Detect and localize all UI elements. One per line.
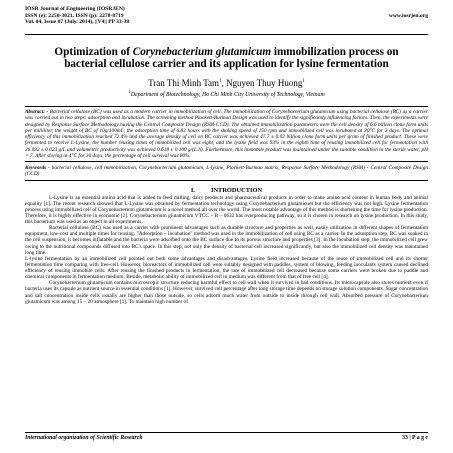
author-name: Nguyen Thuy Huong <box>226 78 303 89</box>
page-number: 33 | P a g e <box>402 435 428 441</box>
author-name: Tran Thi Minh Tam <box>148 78 220 89</box>
body-paragraph: L-lysine fermentation by an immobilized cell pointed out both some advantages and disadvantages. Lysine field increased because of the reuse of immobilized cell and its shorter fermentation time comparing with free-cell. However, bioreactors of immobilized cell were suitably designed with paddles, system of blowing, feeding inoculants system caused declined efficiency of reusing immobile cells. After reusing the finished products in fermentation, the rate of immobilized cell decreased because some carriers were broken due to paddle and chemical components in fermentation medium. Beside, metabolic ability of immobilized cell in medium was different from that of free cell [4]. <box>25 255 428 281</box>
affiliation <box>25 90 428 98</box>
abstract-block <box>25 106 428 162</box>
author-superscript: 1 <box>302 79 305 85</box>
title-part1: Optimization of <box>54 46 133 58</box>
keywords-text: - bacterial cellulose, cell immobilization, Corynebacterium glutamicum, L-lysine, Plackett-Burman matrix, Response Surface Methodology (RSM) - Central Composite Design (CCD) <box>25 165 428 178</box>
body-paragraph: Corynebacterium glutamicum contains microscopic structure reducing harmful effect to cell wall when it survived in bad conditions. Its microcapsule also stores nutrient even if bacteria uses its capsule as nutrient source in essential conditions [1]. However, survived cell percentage after long storage time depends on storage solution components. Sugar concentration and salt concentration inside cells usually are higher than those outside, so cells adsorb much water from outside to inside through cell wall. Absorbed pressure of Corynebacterium glutamicum was among 15 – 20 atmosphere [1]. To maintain high number of <box>25 280 428 305</box>
page-footer <box>25 432 428 441</box>
header-rule <box>25 34 428 35</box>
journal-info <box>25 6 129 26</box>
abstract-paragraph <box>25 109 428 159</box>
author-separator: , <box>221 78 227 89</box>
body-paragraph: Bacterial cellulose (BC) was used as a carrier with prominent advantages such as durable structure and properties as well, easily utilization in different shapes of fermentation equipment, low-cost and multiple times for reusing. "Adsorption – incubation" method was used in the immobilization of cell using BC as a carrier. In the adsorption step, BC was soaked in the cell suspension, it becomes inflatable and the bacteria were adsorbed onto the BC surface due to its porous structure and properties [3]. In the incubation step, the immobilized cell grew owing to the nutritional compounds diffused into BC's space. In this step, not only the density of bacterial cell increased significantly, but also the immobilized cell density was maintained long time. <box>25 225 428 256</box>
section-heading-introduction: I. INTRODUCTION <box>190 186 263 194</box>
keywords-block <box>25 162 428 181</box>
paper-title <box>37 47 416 70</box>
body-paragraph: L-Lysine is an essential amino acid that is added to feed milling, dairy products and pharmaceutical products in order to make amino acid content in human body and animal equality [1]. The recent research showed that L-Lysine was obtained by fermentation technology using Corynebacterium glutamicum but the efficiency was not high. Lysine fermentation process using immobilized cell of Corynebacterium glutamicum is a novel method all over the world. The most notable advantage of this method is shortening the time for lysine production. Therefore, it is highly effective in economic [2]. Corynebacterium glutamicum VTCC – B – 0632 has overproducing pathway, so it is chosen in research on lysine production. In this study, this bacterium was used as an object in all experiments. <box>25 194 428 226</box>
title-species: Corynebacterium glutamicum <box>132 46 272 58</box>
abstract-text: Bacterial cellulose (BC) was used as a modern carrier in immobilization of cell. The immobilization of Corynebacterium glutamicum using bacterial cellulose (BC) as a carrier was carried out in two steps: adsorption and incubation. The screening method Plackett-Burman Design was used to identify the significantly influencing factors. Then, the experiments were designed by Response Surface Methodology having the Central Composite Design (RSM-CCD). The obtained immobilization parameters were the cell density of 6.6 billion clone form units per milliliter, the weight of BC of 10g/100mL, the adsorption time of 6.82 hours with the shaking speed of 150 rpm and immobilized cell was incubated at 30°C for 3 days. The optimal efficiency of this immobilization reached 72.4% and the average density of cell on BC carrier was achieved 47.7 ± 0.02 billion clone form units per gram of finished product. These were fermented to receive L-Lysine, the number reusing times of immobilized cell was eight, and the lysine field was 93% in the eighth time of reusing immobilized cell for fermentation with 26.032 ± 0.023 g/L and volumetric productivity was achieved 0.618 ± 0.100 g/(L.h). Furthermore, this immobile product was maintained under the suitable condition in the sterile water, pH = 7. After storing at 4°C for 30 days, the percentage of cell survival was 80%. <box>25 109 428 159</box>
abstract-label: Abstract: - <box>25 109 50 116</box>
footer-organization: International organization of Scientific Research <box>25 435 143 441</box>
journal-name: IOSR Journal of Engineering (IOSRJEN) <box>25 6 125 12</box>
journal-issn: ISSN (e): 2250-3021, ISSN (p): 2278-8719 <box>25 12 124 19</box>
keywords-label: Keywords <box>25 165 47 172</box>
keywords-paragraph <box>25 165 428 178</box>
introduction-body <box>25 195 428 305</box>
author-list <box>25 78 428 88</box>
journal-website[interactable]: www.iosrjen.org <box>388 13 428 19</box>
affiliation-superscript: 1 <box>128 90 131 96</box>
affiliation-text: Department of Biotechnology, Ho Chi Minh City University of Technology, Vietnam <box>130 92 325 99</box>
journal-header <box>25 6 428 32</box>
journal-volume: Vol. 04, Issue 07 (July. 2014), ||V4|| PP 33-38 <box>25 19 130 26</box>
author-superscript: 1 <box>219 79 222 85</box>
title-part2: immobilization process on bacterial cellulose carrier and its application for lysine fermentation <box>64 46 399 70</box>
